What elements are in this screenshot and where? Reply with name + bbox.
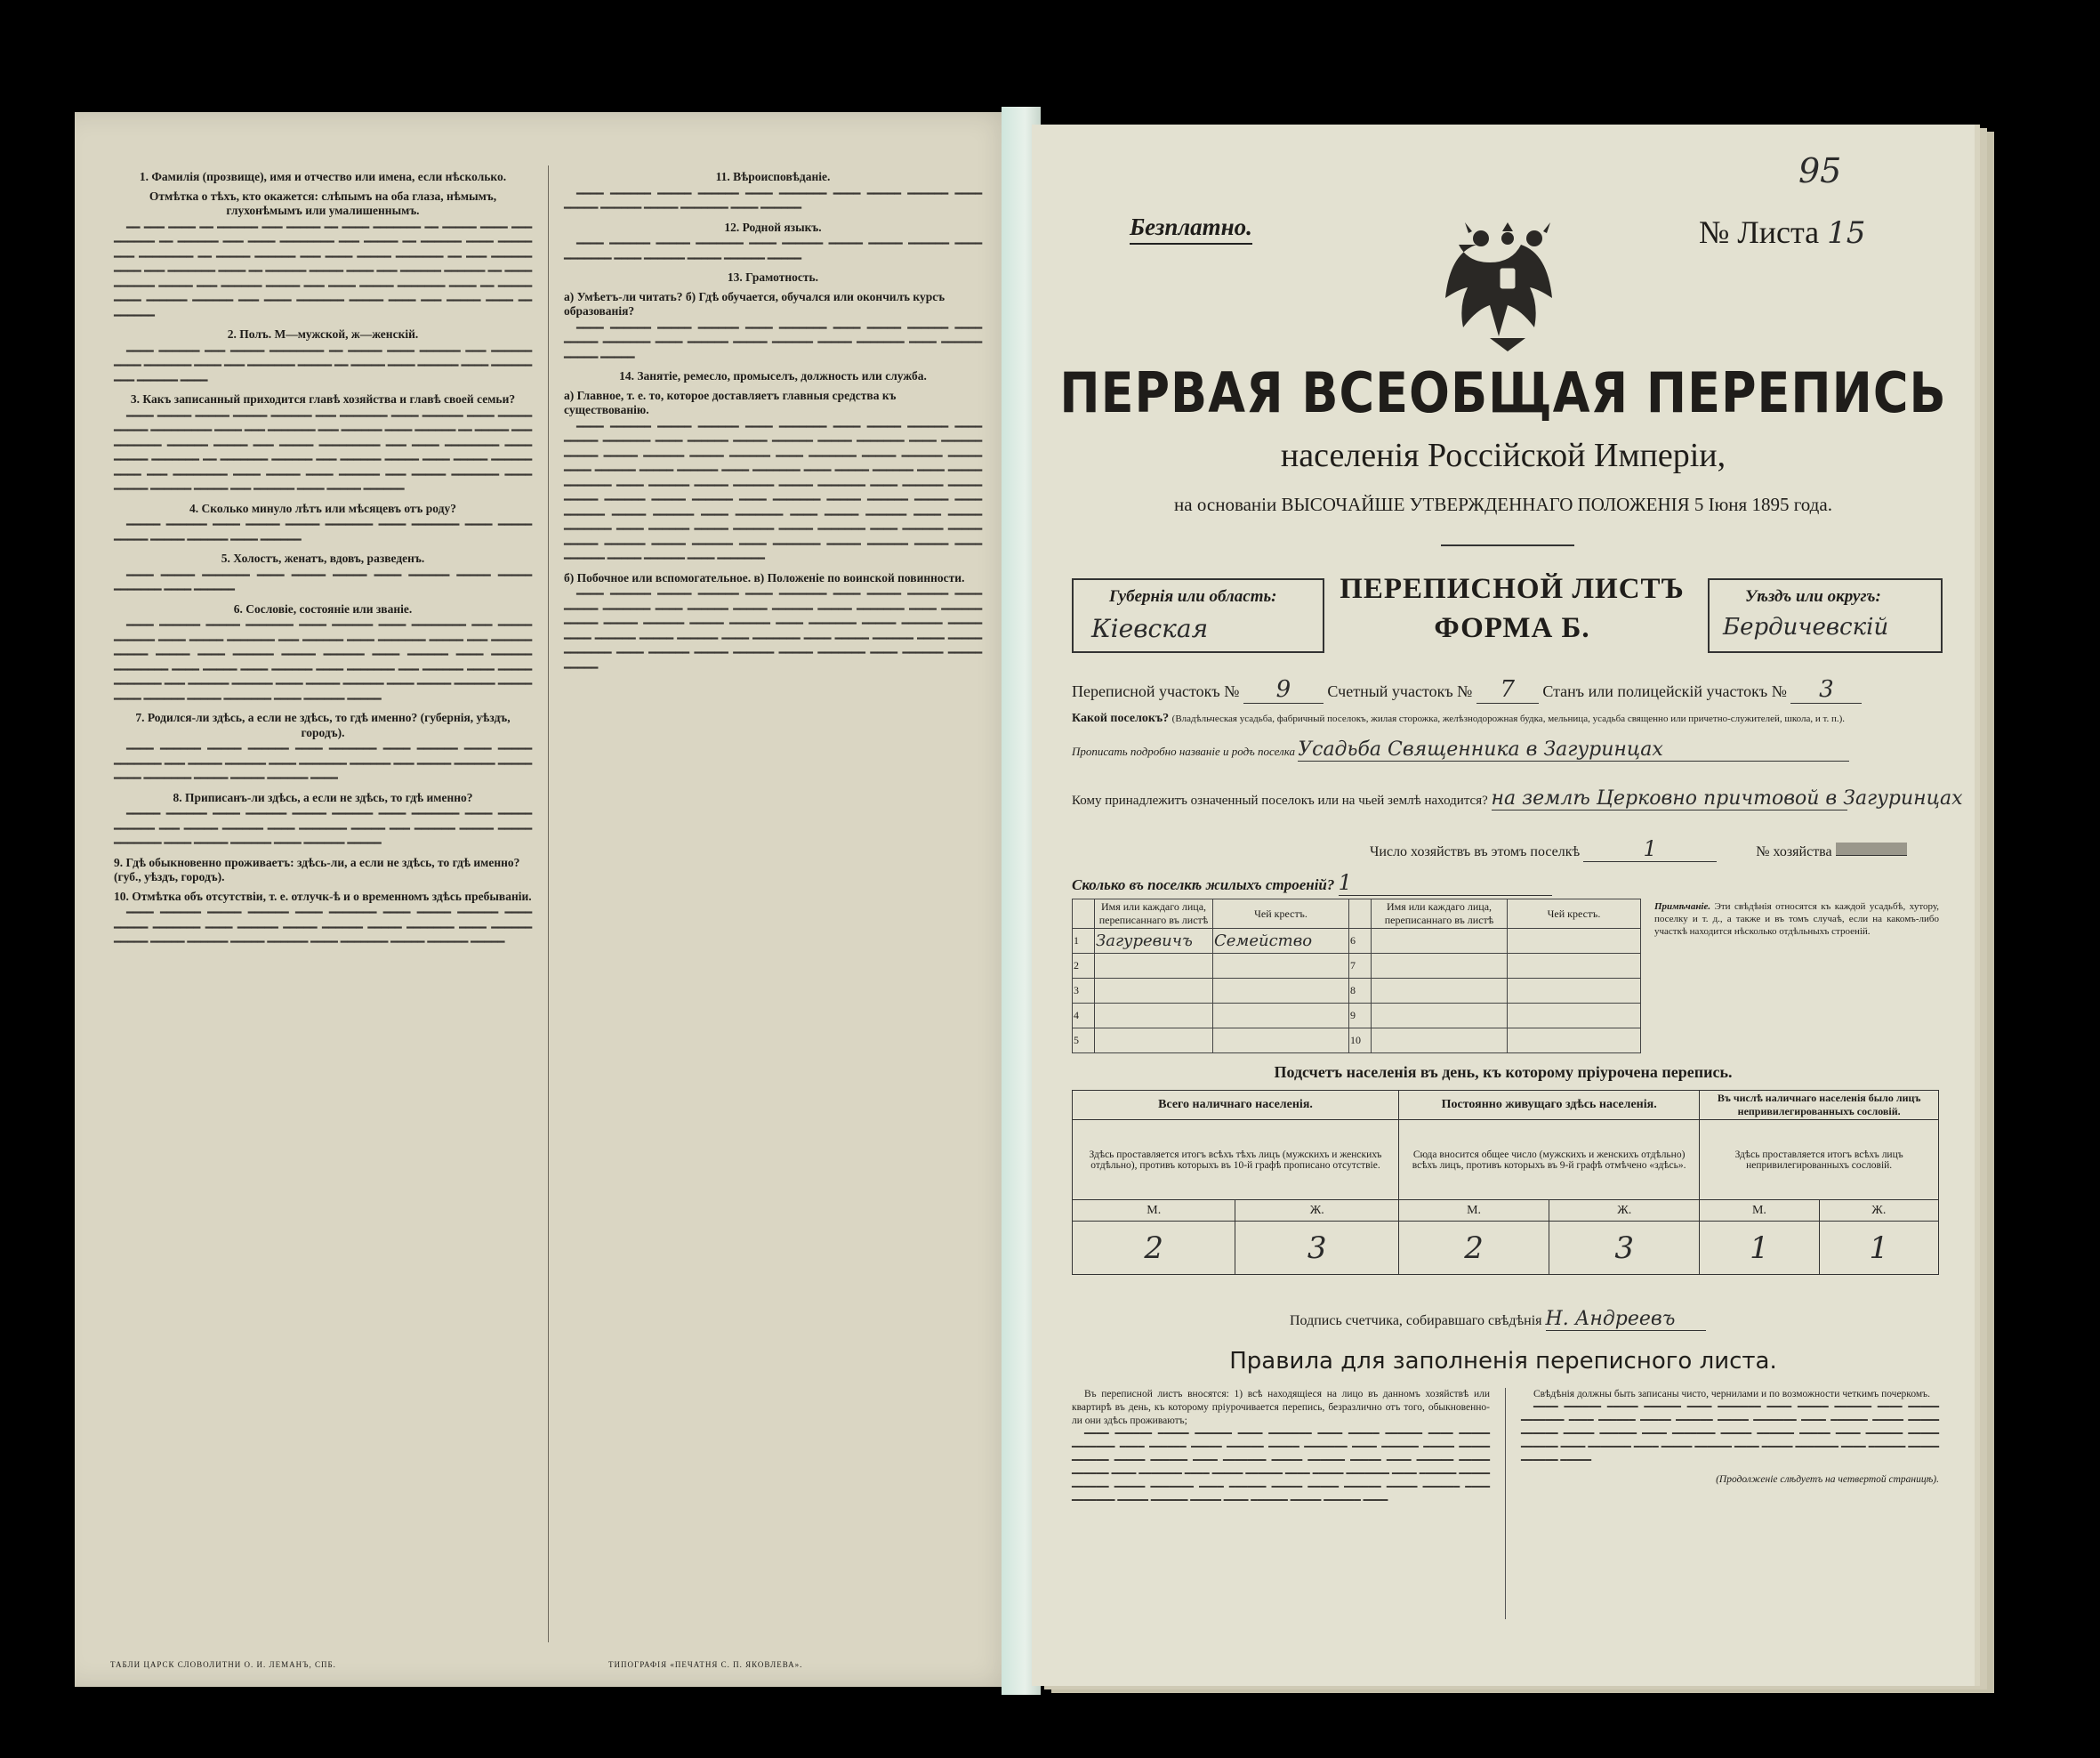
census-subtitle: населенія Россійской Имперіи, bbox=[1280, 437, 1726, 474]
rules-continuation: (Продолженіе слѣдуетъ на четвертой страницѣ). bbox=[1716, 1474, 1939, 1485]
table-row bbox=[1073, 1028, 1641, 1053]
stan-value: 3 bbox=[1790, 676, 1862, 704]
summary-value: 2 bbox=[1399, 1222, 1549, 1275]
settlement-value: Усадьба Священника в Загуринцах bbox=[1298, 738, 1849, 762]
row-number: 3 bbox=[1073, 979, 1095, 1004]
rules-column-2 bbox=[1521, 1388, 1939, 1487]
row-number: 5 bbox=[1073, 1028, 1095, 1053]
male-label: М. bbox=[1399, 1200, 1549, 1222]
left-page bbox=[75, 112, 1018, 1687]
section-heading: 2. Полъ. М—мужской, ж—женскій. bbox=[227, 327, 419, 341]
form-title bbox=[1321, 569, 1703, 648]
grid-header-name-1: Имя или каждаго лица, переписаннаго въ листѣ bbox=[1095, 899, 1213, 929]
rules-body: ━━━━ ━━━━━━ ━━━━━ ━━━━━━ ━━━━ ━━━━━━━ ━━━━ ━━━━━ ━━━━━━ ━━━━ ━━━━━ ━━━━━━━ ━━━━ ━━━━━━ ━━━━━ ━━━━━━ ━━━━━ ━━━━━━━ ━━━━ ━━━━━━ ━━━━━ ━━━━━ ━━━━━━ ━━━━━ ━━━━━━ ━━━━ ━━━━━━━ ━━━━━ ━━━━━━ ━━━━━ ━━━━ ━━━━━━ ━━━━━ ━━━━━━ ━━━━ ━━━━━━━ ━━━━ ━━━━━ ━━━━━━ ━━━━ ━━━━━ ━━━━━━━ ━━━━ ━━━━━━ ━━━━━ ━━━━━━ ━━━━━ ━━━━━━━ ━━━━ ━━━━━━ ━━━━━ ━━━━━ ━━━━━━ ━━━━━ ━━━━━━ ━━━━ ━━━━━━━ ━━━━━ ━━━━━━ ━━━━━ ━━━━ ━━━━━━ ━━━━━ ━━━━━━ ━━━━ bbox=[1072, 1429, 1490, 1506]
section-subheading: Отмѣтка о тѣхъ, кто окажется: слѣпымъ на оба глаза, нѣмымъ, глухонѣмымъ или умалишеннымъ. bbox=[149, 189, 497, 217]
form-title-line-2: ФОРМА Б. bbox=[1434, 612, 1590, 644]
settlement-hint: (Владѣльческая усадьба, фабричный поселокъ, жилая сторожка, желѣзнодорожная будка, мельница, усадьба священно или причетно-служителей, школа, и т. п.). bbox=[1171, 714, 1846, 724]
households-line bbox=[1370, 836, 1907, 862]
grid-name: Загуревичъ bbox=[1095, 929, 1213, 954]
female-label: Ж. bbox=[1819, 1200, 1938, 1222]
summary-group-title: Всего наличнаго населенія. bbox=[1073, 1091, 1399, 1120]
household-no-value bbox=[1836, 843, 1907, 856]
male-label: М. bbox=[1073, 1200, 1235, 1222]
form-title-line-1: ПЕРЕПИСНОЙ ЛИСТЪ bbox=[1340, 573, 1685, 605]
summary-table bbox=[1072, 1090, 1939, 1275]
section-heading: 14. Занятіе, ремесло, промыселъ, должность или служба. bbox=[619, 369, 927, 383]
row-number: 10 bbox=[1349, 1028, 1372, 1053]
legal-basis: на основаніи ВЫСОЧАЙШЕ УТВЕРЖДЕННАГО ПОЛОЖЕНІЯ 5 Іюня 1895 года. bbox=[1174, 494, 1832, 515]
buildings-label: Сколько въ поселкѣ жилыхъ строеній? bbox=[1072, 876, 1335, 893]
divider bbox=[1441, 544, 1574, 546]
rules-body: ━━━━ ━━━━━━ ━━━━━ ━━━━━━ ━━━━ ━━━━━━━ ━━━━ ━━━━━ ━━━━━━ ━━━━ ━━━━━ ━━━━━━━ ━━━━ ━━━━━━ ━━━━━ ━━━━━━ ━━━━━ ━━━━━━━ ━━━━ ━━━━━━ ━━━━━ ━━━━━ ━━━━━━ ━━━━━ ━━━━━━ ━━━━ ━━━━━━━ ━━━━━ ━━━━━━ ━━━━━ ━━━━ ━━━━━━ ━━━━━ ━━━━━━ ━━━━ ━━━━━━━ ━━━━ ━━━━━ ━━━━━━ ━━━━ ━━━━━ ━━━━━━━ ━━━━ ━━━━━━ ━━━━━ ━━━━━━ ━━━━━ bbox=[1521, 1402, 1939, 1466]
filler-line: ━━ ━━━ ━━━━ ━━ ━━━━━━ ━━━ ━━━━━ ━━ ━━━━ ━━━━━━━ ━━ ━━━━━ ━━━━ ━━━ ━━━━━━ ━━ ━━━━━━ ━━━ ━━━━ ━━━━━━━━ ━━━ ━━━━━ ━━ ━━━━━━ ━━━━ ━━━━━ ━━━ ━━━━━━━━ ━━ ━━━━━ ━━━━━━ ━━━ ━━━━ ━━━━━ ━━━━━━━ ━━ ━━━ ━━━━━━ ━━━━ ━━━ ━━━━━━━ ━━━━ ━━ ━━━━━━ ━━━━━ ━━━━ ━━━ ━━━━━━ ━━━━━━ ━━ ━━━━ ━━━━━━ ━━━━━ ━━━ ━━━━━━ ━━━━━ ━━━ ━━━━ ━━━━━ ━━━━━━━ ━━━━ ━━ ━━━━━ ━━━━ ━━━━━━ ━━━━━━ ━━━ ━━━━ ━━━━━━━ ━━━━━ ━━━━ ━━━ ━━━━━ ━━━━ ━━ ━━━━━━ bbox=[114, 220, 532, 322]
table-row bbox=[1073, 979, 1641, 1004]
grid-header-name-2: Имя или каждаго лица, переписаннаго въ листѣ bbox=[1372, 899, 1508, 929]
summary-group-title: Постоянно живущаго здѣсь населенія. bbox=[1399, 1091, 1700, 1120]
sheet-number-label: № Листа bbox=[1699, 214, 1820, 250]
summary-value: 3 bbox=[1549, 1222, 1700, 1275]
section-heading: 6. Сословіе, состояніе или званіе. bbox=[233, 601, 413, 616]
row-number: 7 bbox=[1349, 954, 1372, 979]
province-label: Губернія или область: bbox=[1109, 587, 1277, 606]
left-column-2 bbox=[564, 165, 982, 677]
counting-area-label: Счетный участокъ № bbox=[1327, 682, 1473, 700]
row-number: 1 bbox=[1073, 929, 1095, 954]
body-text-block: ━━━━ ━━━━━━ ━━━━━ ━━━━━━ ━━━━ ━━━━━━━ ━━━━ ━━━━━ ━━━━━━ ━━━━ ━━━━━ ━━━━━━━ ━━━━ ━━━━━━ ━━━━━ ━━━━━━ ━━━━━ ━━━━━━━ ━━━━ ━━━━━━ ━━━━━ ━━━━━ bbox=[564, 320, 982, 364]
settlement-detail-label: Прописать подробно названіе и родъ поселка bbox=[1072, 745, 1295, 758]
body-text-block: ━━━━ ━━━━━ ━━━━━ ━━━━━ ━━━━━━ ━━━ ━━━━━━━ ━━━━ ━━━━━━ ━━━━ ━━━━━ ━━━━━ ━━━━━━━━━ ━━━━ ━━━ ━━━━━━━ ━━━ ━━━━━━ ━━━━ ━━━━━━ ━━ ━━━━━ ━━━ ━━━━━━━ ━━━━━━ ━━━━━ ━━━ ━━━━━ ━━━━━━━━━ ━━━ ━━━━ ━━━━━━━━ ━━━━ ━━━━━ ━━━━━━━ ━━ ━━━━━━━ ━━━━━━ ━━━ ━━━━━━ ━━━━━ ━━━━ ━━━━━ ━━━━━━ ━━━━ ━━━ ━━━━━━━━ ━━━━ ━━━━━ ━━━━ ━━━━━━ ━━━ ━━━━━ ━━━━━━━ ━━━━ ━━━━━ ━━━━━━ ━━━━━ ━━━ ━━━━━━ ━━━━ ━━━━━ ━━━━━━ bbox=[114, 408, 532, 496]
section-heading: 5. Холостъ, женатъ, вдовъ, разведенъ. bbox=[221, 552, 425, 565]
summary-group-desc: Здѣсь проставляется итогъ всѣхъ тѣхъ лицъ (мужскихъ и женскихъ отдѣльно), противъ которыхъ въ 10-й графѣ прописано отсутствіе. bbox=[1073, 1120, 1399, 1200]
section-heading: 8. Приписанъ-ли здѣсь, а если не здѣсь, то гдѣ именно? bbox=[173, 790, 473, 804]
free-label: Безплатно. bbox=[1130, 214, 1252, 245]
summary-group-desc: Сюда вносится общее число (мужскихъ и женскихъ отдѣльно) всѣхъ лицъ, противъ которыхъ въ 9-й графѣ отмѣчено «здѣсь». bbox=[1399, 1120, 1700, 1200]
owner-label: Кому принадлежитъ означенный поселокъ или на чьей землѣ находится? bbox=[1072, 794, 1488, 808]
province-value: Кіевская bbox=[1091, 614, 1209, 643]
summary-value: 1 bbox=[1819, 1222, 1938, 1275]
left-column-1 bbox=[114, 165, 532, 952]
rules-intro: Свѣдѣнія должны быть записаны чисто, чернилами и по возможности четкимъ почеркомъ. bbox=[1533, 1389, 1930, 1399]
row-number: 6 bbox=[1349, 929, 1372, 954]
area-line bbox=[1072, 676, 1862, 704]
section-heading: 13. Грамотность. bbox=[727, 270, 819, 284]
summary-value: 3 bbox=[1235, 1222, 1399, 1275]
signature-value: Н. Андреевъ bbox=[1546, 1308, 1706, 1331]
settlement-detail-line bbox=[1072, 738, 1849, 762]
left-footer: ТАБЛИ ЦАРСК СЛОВОЛИТНИ О. И. ЛЕМАНЪ, СПБ. bbox=[110, 1660, 336, 1669]
section-heading: 7. Родился-ли здѣсь, а если не здѣсь, то гдѣ именно? (губернія, уѣздъ, городъ). bbox=[135, 711, 511, 739]
body-text-block: ━━━━ ━━━━━ ━━━━━━━ ━━━━ ━━━━━ ━━━━━ ━━━━ ━━━━━━ ━━━━━ ━━━━━ ━━━━━━━ ━━━━ ━━━━━━ bbox=[114, 568, 532, 596]
rules-column-1 bbox=[1072, 1388, 1490, 1508]
row-number: 8 bbox=[1349, 979, 1372, 1004]
row-number: 2 bbox=[1073, 954, 1095, 979]
census-area-value: 9 bbox=[1243, 676, 1324, 704]
households-value: 1 bbox=[1583, 836, 1717, 862]
section-heading: 9. Гдѣ обыкновенно проживаетъ: здѣсь-ли, а если не здѣсь, то гдѣ именно? (губ., уѣздъ, городъ). bbox=[114, 855, 520, 883]
counting-area-value: 7 bbox=[1476, 676, 1539, 704]
stan-label: Станъ или полицейскій участокъ № bbox=[1542, 682, 1787, 700]
district-value: Бердичевскій bbox=[1723, 614, 1889, 641]
body-text-block: ━━━━━ ━━━━━━ ━━━━ ━━━━━━ ━━━━━ ━━━━━━ ━━━━ ━━━━━━━ ━━━━ ━━━━━ ━━━━━━ ━━━ ━━━━━ ━━━━━━ ━━━━ ━━━━━━━ ━━━━━ ━━━ ━━━━━━ ━━━━━ ━━━━━ ━━━━━━━ ━━━━ ━━━━━ ━━━━━━ ━━━━ ━━━━━━ ━━━━━ bbox=[114, 807, 532, 850]
section-heading: 12. Родной языкъ. bbox=[724, 220, 822, 234]
table-row bbox=[1073, 954, 1641, 979]
section-heading: 1. Фамилія (прозвище), имя и отчество или имена, если нѣсколько. bbox=[139, 170, 507, 183]
rules-divider bbox=[1505, 1388, 1506, 1619]
body-text-block: ━━━━ ━━━━━━ ━━━━━ ━━━━━━ ━━━━ ━━━━━━━ ━━━━ ━━━━━━ ━━━━ ━━━━━ ━━━━━━━ ━━━ ━━━━━ ━━━━━━ ━━━━ ━━━━━━━ ━━━━━━ ━━━ ━━━━━ ━━━━━━ ━━━━━ ━━━━ ━━━━━━━ ━━━━━ ━━━━━ ━━━━━━ ━━━━ bbox=[114, 742, 532, 785]
buildings-line bbox=[1072, 870, 1552, 896]
section-heading: 3. Какъ записанный приходится главѣ хозяйства и главѣ своей семьи? bbox=[130, 392, 516, 406]
note-label: Примѣчаніе. bbox=[1654, 901, 1711, 912]
census-title: ПЕРВАЯ ВСЕОБЩАЯ ПЕРЕПИСЬ bbox=[1059, 360, 1947, 425]
double-headed-eagle-icon bbox=[1441, 205, 1574, 356]
row-number: 4 bbox=[1073, 1004, 1095, 1028]
summary-group-desc: Здѣсь проставляется итогъ всѣхъ лицъ непривилегированныхъ сословій. bbox=[1700, 1120, 1939, 1200]
body-text-block: ━━━━ ━━━━━━ ━━━━━ ━━━━━━ ━━━━ ━━━━━━━ ━━━━ ━━━━━ ━━━━━━ ━━━━ ━━━━━ ━━━━━━━ ━━━━ ━━━━━━ ━━━━━ ━━━━━━ ━━━━━ ━━━━━━━ ━━━━ ━━━━━━ ━━━━━ ━━━━━ ━━━━━━ ━━━━━ ━━━━━━ ━━━━ ━━━━━━━ ━━━━━ ━━━━━━ ━━━━━ ━━━━ ━━━━━━ ━━━━━ ━━━━━━ ━━━━ ━━━━━━━ ━━━━ ━━━━━ ━━━━━━ ━━━━ ━━━━━ ━━━━━━━ ━━━━ ━━━━━━ ━━━━━ ━━━━━━ ━━━━━ ━━━━━━━ ━━━━ ━━━━━━ ━━━━━ ━━━━━ ━━━━━━ ━━━━━ ━━━━━━ ━━━━ ━━━━━━━ ━━━━━ ━━━━━━ ━━━━━ ━━━━ ━━━━━━ ━━━━━ ━━━━━━ ━━━━ ━━━━━━━ ━━━━ ━━━━━ ━━━━━━ ━━━━ ━━━━━ ━━━━━━━ ━━━━ ━━━━━━ ━━━━━ ━━━━━━ ━━━━━ ━━━━━━━ ━━━━ ━━━━━━ ━━━━━ ━━━━━ ━━━━━━ ━━━━━ ━━━━━━ ━━━━ ━━━━━━━ ━━━━━ ━━━━━━ ━━━━━ ━━━━ ━━━━━━ ━━━━━ ━━━━━━ ━━━━ ━━━━━━━ bbox=[564, 419, 982, 565]
owner-line bbox=[1072, 787, 1963, 810]
sheet-number-value: 15 bbox=[1827, 215, 1866, 251]
province-box bbox=[1072, 578, 1324, 653]
section-subheading: б) Побочное или вспомогательное. в) Положеніе по воинской повинности. bbox=[564, 570, 965, 585]
body-text-block: ━━━━ ━━━━━━ ━━━━━ ━━━━━━ ━━━━ ━━━━━━━ ━━━━ ━━━━━ ━━━━━━ ━━━━ ━━━━━ ━━━━━━ ━━━━━ ━━━━━━━ ━━━━ ━━━━━━ bbox=[564, 186, 982, 214]
section-subheading: а) Умѣетъ-ли читать? б) Гдѣ обучается, обучался или окончилъ курсъ образованія? bbox=[564, 289, 945, 318]
note-text: Эти свѣдѣнія относятся къ каждой усадьбѣ, хутору, поселку и т. д., а также и въ томъ случаѣ, если на какомъ-либо участкѣ находится нѣсколько отдѣльныхъ строеній. bbox=[1654, 901, 1939, 937]
right-footer: ТИПОГРАФІЯ «ПЕЧАТНЯ С. П. ЯКОВЛЕВА». bbox=[608, 1660, 803, 1669]
signature-line bbox=[1290, 1308, 1706, 1331]
section-subheading: а) Главное, т. е. то, которое доставляетъ главныя средства къ существованію. bbox=[564, 388, 897, 416]
table-row bbox=[1073, 1004, 1641, 1028]
row-number: 9 bbox=[1349, 1004, 1372, 1028]
buildings-table bbox=[1072, 899, 1641, 1053]
male-label: М. bbox=[1700, 1200, 1819, 1222]
body-text-block: ━━━━ ━━━━━━ ━━━━━ ━━━━━━━ ━━━━ ━━━━━━ ━━━━ ━━━━━━━━ ━━━ ━━━━━ ━━━━━━ ━━━━ ━━━━━ ━━━━━━━ ━━━ ━━━━━━ ━━━━ ━━━━━━━ ━━━━━ ━━━ ━━━━━━ ━━━━━ ━━━━━ ━━━━ ━━━━━━ ━━━━━ ━━━━━━ ━━━━ ━━━━━━ ━━━━ ━━━━━━ ━━━━━━━━ ━━━━ ━━━━━ ━━━━ ━━━━━━ ━━━━ ━━━━━━━ ━━━ ━━━━━━ ━━━━ ━━━━━ ━━━━━━━ ━━━ ━━━━━━ ━━━━━━ ━━━━ ━━━━━ ━━━━━━ ━━━━ ━━━━━ ━━━━━━ ━━━━━ ━━━━ ━━━━━━ ━━━━━ ━━━━━━━ ━━━━ ━━━━━━ ━━━━━ bbox=[114, 618, 532, 706]
body-text-block bbox=[114, 221, 532, 324]
body-text-block: ━━━━ ━━━━━━ ━━━━━ ━━━━━━━ ━━━━ ━━━━━━ ━━━━━ ━━━━━ ━━━━━━ ━━━━ ━━━━━━━ ━━━━ ━━━━━━ ━━━━━ ━━━━━━ ━━━━━ bbox=[564, 237, 982, 265]
district-label: Уѣздъ или округъ: bbox=[1745, 587, 1881, 606]
grid-header-cross-2: Чей крестъ. bbox=[1508, 899, 1641, 929]
female-label: Ж. bbox=[1235, 1200, 1399, 1222]
body-text-block: ━━━━ ━━━━━━ ━━━━━ ━━━━━━ ━━━━ ━━━━━━━ ━━━━ ━━━━━ ━━━━━━ ━━━━ ━━━━━ ━━━━━━━ ━━━━ ━━━━━━ ━━━━━ ━━━━━━ ━━━━━ ━━━━━━━ ━━━━ ━━━━━━ ━━━━━ ━━━━━ ━━━━━━ ━━━━━ ━━━━━━ ━━━━ ━━━━━━━ ━━━━━ ━━━━━━ ━━━━━ bbox=[114, 906, 532, 948]
summary-value: 2 bbox=[1073, 1222, 1235, 1275]
rules-intro: Въ переписной листъ вносятся: 1) всѣ находящіеся на лицо въ данномъ хозяйствѣ или квартирѣ въ день, къ которому пріурочивается перепись, безразлично отъ того, обыкновенно-ли они здѣсь проживаютъ; bbox=[1072, 1389, 1490, 1426]
household-no-label: № хозяйства bbox=[1756, 844, 1832, 859]
section-heading: 4. Сколько минуло лѣтъ или мѣсяцевъ отъ роду? bbox=[189, 501, 456, 515]
owner-value: на землѣ Церковно причтовой в Загуринцах bbox=[1491, 787, 1963, 810]
households-label: Число хозяйствъ въ этомъ поселкѣ bbox=[1370, 844, 1581, 859]
female-label: Ж. bbox=[1549, 1200, 1700, 1222]
section-heading: 11. Вѣроисповѣданіе. bbox=[715, 170, 831, 183]
signature-label: Подпись счетчика, собиравшаго свѣдѣнія bbox=[1290, 1313, 1542, 1328]
right-page bbox=[1032, 125, 1975, 1686]
sheet-number bbox=[1699, 214, 1865, 251]
body-text-block: ━━━━━ ━━━━━━ ━━━━ ━━━━━ ━━━━━ ━━━━━━━ ━━━━ ━━━━━━━ ━━━━ ━━━━━ ━━━━━ ━━━━━ ━━━━━━ ━━━━ ━━━━━━ bbox=[114, 518, 532, 546]
table-row bbox=[1073, 929, 1641, 954]
grid-cross: Семейство bbox=[1213, 929, 1349, 954]
summary-title: Подсчетъ населенія въ день, къ которому пріурочена перепись. bbox=[1274, 1063, 1733, 1081]
census-area-label: Переписной участокъ № bbox=[1072, 682, 1240, 700]
rules-title: Правила для заполненія переписного листа. bbox=[1229, 1348, 1777, 1375]
settlement-line bbox=[1072, 712, 1845, 726]
section-heading: 10. Отмѣтка объ отсутствіи, т. е. отлучк-ѣ и о временномъ здѣсь пребываніи. bbox=[114, 889, 532, 903]
summary-group-title: Въ числѣ наличнаго населенія было лицъ непривилегированныхъ сословій. bbox=[1700, 1091, 1939, 1120]
buildings-value: 1 bbox=[1339, 870, 1552, 896]
body-text-block: ━━━━ ━━━━━━ ━━━ ━━━━━ ━━━━━━━━ ━━ ━━━━━ ━━━━ ━━━━━━ ━━━ ━━━━━━ ━━━━ ━━━━━━━ ━━━━ ━━━ ━━━━━━━ ━━━━━ ━━ ━━━━━ ━━━━ ━━━━━━ ━━━━ ━━━━━━ ━━━ ━━━━━━ ━━━━ bbox=[114, 343, 532, 387]
summary-value: 1 bbox=[1700, 1222, 1819, 1275]
grid-note bbox=[1654, 900, 1939, 938]
column-divider bbox=[548, 165, 549, 1642]
page-number: 95 bbox=[1798, 151, 1842, 190]
district-box bbox=[1708, 578, 1943, 653]
grid-header-cross-1: Чей крестъ. bbox=[1213, 899, 1349, 929]
settlement-label: Какой поселокъ? bbox=[1072, 712, 1170, 725]
body-text-block: ━━━━ ━━━━━━ ━━━━━ ━━━━━━ ━━━━ ━━━━━━━ ━━━━ ━━━━━ ━━━━━━ ━━━━ ━━━━━ ━━━━━━━ ━━━━ ━━━━━━ ━━━━━ ━━━━━━ ━━━━━ ━━━━━━━ ━━━━ ━━━━━━ ━━━━━ ━━━━━ ━━━━━━ ━━━━━ ━━━━━━ ━━━━ ━━━━━━━ ━━━━━ ━━━━━━ ━━━━━ ━━━━ ━━━━━━ ━━━━━ ━━━━━━ ━━━━ ━━━━━━━ ━━━━ ━━━━━ ━━━━━━ ━━━━ ━━━━━ ━━━━━━━ ━━━━ ━━━━━━ ━━━━━ ━━━━━━ ━━━━━ ━━━━━━━ ━━━━ ━━━━━━ ━━━━━ ━━━━━ bbox=[564, 587, 982, 674]
